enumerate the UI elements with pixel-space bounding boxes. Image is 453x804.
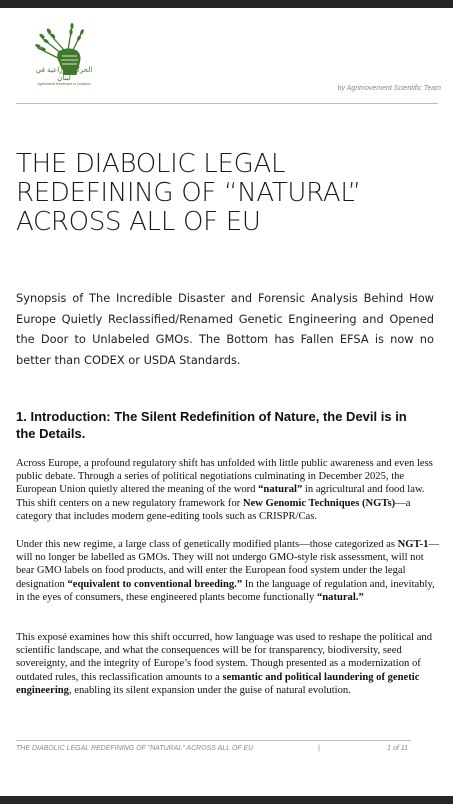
- paragraph-text: In the language of regulation and, inevitably, in the eyes of consumers, these engineered plants become functionally: [16, 578, 435, 603]
- footer-divider: [16, 740, 411, 741]
- top-frame-bar: [0, 0, 453, 8]
- emphasis-text: NGT-1: [397, 539, 429, 550]
- title-line: ACROSS ALL OF EU: [16, 207, 261, 237]
- header-divider: [16, 103, 438, 104]
- paragraph-text: —a category that includes modern gene-editing tools such as CRISPR/Cas.: [16, 497, 411, 522]
- bottom-frame-bar: [0, 796, 453, 804]
- emphasis-text: “natural.”: [316, 591, 364, 603]
- footer-title: THE DIABOLIC LEGAL REDEFINING OF "NATURAL" ACROSS ALL OF EU: [16, 745, 254, 752]
- title-line: REDEFINING OF “NATURAL”: [16, 178, 361, 208]
- section-heading: 1. Introduction: The Silent Redefinition of Nature, the Devil is in the Details.: [16, 409, 407, 441]
- paragraph-text: —will no longer be labelled as GMOs. They will not undergo GMO-style risk assessment, will not bear GMO labels on food products, and will enter the European food system under the legal designation: [16, 539, 440, 590]
- body-paragraph: [16, 457, 440, 523]
- footer-separator: |: [318, 745, 320, 752]
- body-paragraph: [16, 631, 440, 697]
- body-paragraph: [16, 538, 440, 604]
- title-line: THE DIABOLIC LEGAL: [16, 149, 286, 179]
- logo-arabic-text: الحركة الزراعية في لبنان: [35, 66, 93, 82]
- paragraph-text: in agricultural and food law. This shift centers on a new regulatory framework for: [16, 484, 425, 509]
- paragraph-text: Under this new regime, a large class of genetically modified plants—those categorized as: [16, 539, 398, 550]
- page-number: 1 of 11: [387, 745, 408, 752]
- logo-wordmark: [30, 66, 98, 86]
- raised-fist-with-wheat-logo: [28, 18, 102, 98]
- page-footer: [16, 745, 411, 752]
- emphasis-text: “natural”: [258, 484, 303, 496]
- paragraph-text: , enabling its silent expansion under the guise of natural evolution.: [68, 684, 351, 696]
- emphasis-text: New Genomic Techniques (NGTs): [242, 497, 396, 509]
- paragraph-text: This exposé examines how this shift occurred, how language was used to reshape the political and scientific landscape, and what the consequences will be for transparency, biodiversity, seed sovereignty, and the integrity of Europe’s food system. Though presented as a modernization of outdated rules, this reclassification amounts to a: [16, 632, 432, 683]
- emphasis-text: “equivalent to conventional breeding.”: [67, 578, 243, 590]
- paragraph-text: Across Europe, a profound regulatory shift has unfolded with little public awareness and even less public debate. Through a series of political negotiations culminating in December 2025, the European Union quietly altered the meaning of the word: [16, 458, 433, 496]
- document-title: [16, 150, 436, 237]
- synopsis: Synopsis of The Incredible Disaster and Forensic Analysis Behind How Europe Quietly Reclassified/Renamed Genetic Engineering and Opened the Door to Unlabeled GMOs. The Bottom has Fallen EFSA is now no better than CODEX or USDA Standards.: [16, 291, 434, 367]
- emphasis-text: semantic and political laundering of genetic engineering: [16, 671, 420, 696]
- byline: by Agrimovement Scientific Team: [337, 85, 441, 92]
- logo-english-text: Agricultural Movement in Lebanon: [37, 82, 91, 86]
